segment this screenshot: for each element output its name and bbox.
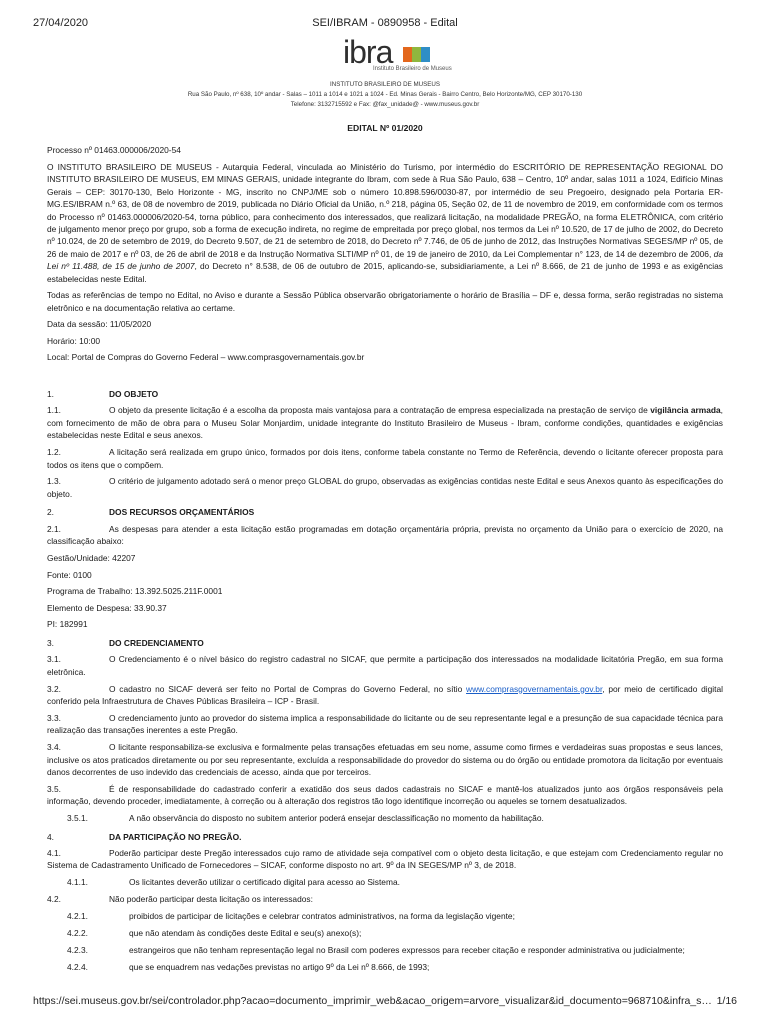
budget-pi: PI: 182991: [47, 619, 88, 630]
print-date: 27/04/2020: [33, 17, 89, 29]
subclause-text: A não observância do disposto no subitem anterior poderá ensejar desclassificação no momento da habilitação.: [129, 813, 544, 824]
subclause: [67, 944, 723, 956]
logo-green-block: [412, 47, 421, 62]
clause-text-end: , por meio de certificado digital conferido pela Infraestrutura de Chaves Públicas Brasileira – ICP - Brasil.: [47, 683, 723, 706]
subclause-number: 3.5.1.: [67, 813, 88, 824]
subclause-number: 4.2.2.: [67, 928, 88, 938]
ibram-logo: [339, 34, 452, 74]
section-title: DO CREDENCIAMENTO: [109, 637, 204, 648]
institution-address: Rua São Paulo, nº 638, 10º andar - Salas – 1011 a 1014 e 1021 a 1024 - Ed. Minas Gerais - Bairro Centro, Belo Horizonte/MG, CEP 30170-130: [187, 91, 583, 98]
clause: [47, 475, 723, 500]
section-title: DOS RECURSOS ORÇAMENTÁRIOS: [109, 507, 255, 518]
clause-number: 1.2.: [47, 447, 61, 458]
institution-phone: Telefone: 3132715592 e Fax: @fax_unidade@ - www.museus.gov.br: [290, 101, 480, 108]
session-time: Horário: 10:00: [47, 335, 101, 346]
clause-text: As despesas para atender a esta licitação estão programadas em dotação orçamentária própria, prevista no orçamento da União para o exercício de 2020, na classificação abaixo:: [47, 523, 723, 547]
letterhead: [0, 34, 770, 109]
clause-text: O Credenciamento é o nível básico do registro cadastral no SICAF, que permite a participação dos interessados na modalidade licitatória Pregão, em sua forma eletrônica.: [47, 654, 723, 677]
clause-number: 3.4.: [47, 742, 61, 753]
comprasgovernamentais-link[interactable]: www.comprasgovernamentais.gov.br: [466, 683, 603, 694]
subclause-text: proibidos de participar de licitações e celebrar contratos administrativos, na forma da legislação vigente;: [129, 911, 515, 922]
clause-number: 2.1.: [47, 523, 61, 534]
subclause-text: que não atendam às condições deste Edital e seu(s) anexo(s);: [129, 928, 362, 938]
subclause-number: 4.2.3.: [67, 944, 88, 955]
section-number: 2.: [47, 507, 54, 518]
intro-law-reference: da Lei nº 11.488, de 15 de junho de 2007: [47, 248, 723, 272]
budget-program: Programa de Trabalho: 13.392.5025.211F.0001: [47, 586, 223, 597]
subclause-text: Os licitantes deverão utilizar o certificado digital para acesso ao Sistema.: [129, 877, 400, 888]
print-header: [33, 17, 737, 31]
section-number: 3.: [47, 637, 54, 648]
logo-orange-block: [403, 47, 412, 62]
clause-text: O objeto da presente licitação é a escolha da proposta mais vantajosa para a contratação de empresa especializada na prestação de serviço de: [109, 405, 651, 416]
clause-number: 3.2.: [47, 683, 61, 694]
clause: [47, 404, 723, 441]
subclause-text: que se enquadrem nas vedações previstas no artigo 9º da Lei nº 8.666, de 1993;: [129, 961, 430, 972]
time-note: Todas as referências de tempo no Edital, no Aviso e durante a Sessão Pública observarão obrigatoriamente o horário de Brasília – DF e, dessa forma, serão registradas no sistema eletrônico e na documentação relativa ao certame.: [47, 290, 723, 313]
page-number: 1/16: [716, 995, 737, 1007]
section-heading: [47, 506, 723, 518]
subclause-number: 4.2.4.: [67, 961, 88, 972]
clause: [47, 847, 723, 872]
clause: [47, 653, 723, 678]
clause-text: É de responsabilidade do cadastrado conferir a exatidão dos seus dados cadastrais no SICAF e mantê-los atualizados junto aos órgãos responsáveis pela informação, devendo proceder, imediatamente, à correção ou à alteração dos registros tão logo identifique incorreção ou aqueles se tornem desatualizados.: [47, 783, 723, 807]
clause-text-end: , com fornecimento de mão de obra para o Museu Solar Monjardim, unidade integrante do Instituto Brasileiro de Museus - Ibram, conforme condições, quantidades e exigências estabelecidas neste Edital e seus anexos.: [47, 405, 723, 441]
intro-text: O INSTITUTO BRASILEIRO DE MUSEUS - Autarquia Federal, vinculada ao Ministério do Turismo, por intermédio do ESCRITÓRIO DE REPRESENTAÇÃO REGIONAL DO INSTITUTO BRASILEIRO DE MUSEUS, EM MINAS GERAIS, unidade integrante do Ibram, com sede à Rua São Paulo, 638 – Centro, 10º andar, salas 1011 a 1024, Edifício Minas Gerais – CEP: 30170-130, Belo Horizonte - MG, inscrito no CNPJ/ME sob o número 10.898.596/0030-87, por intermédio de seu Pregoeiro, designado pela Portaria ER-MG.ES/IBRAM n.º 63, de 08 de novembro de 2019, publicada no Diário Oficial da União, n.º 218, página 05, Seção 02, de 11 de novembro de 2019, em conformidade com os termos do Processo nº 01463.000006/2020-54, torna público, para conhecimento dos interessados, que realizará licitação, na modalidade PREGÃO, na forma ELETRÔNICA, com critério de julgamento menor preço por grupo, sob a forma de execução indireta, no regime de empreitada por preço global, nos termos da Lei nº 10.520, de 17 de julho de 2002, do Decreto nº 10.024, de 20 de setembro de 2019, do Decreto 9.507, de 21 de setembro de 2018, do Decreto nº 7.746, de 05 de junho de 2012, das Instruções Normativas SEGES/MP nº 05, de 26 de maio de 2017 e nº 03, de 26 de abril de 2018 e da Instrução Normativa SLTI/MP nº 01, de 19 de janeiro de 2010, da Lei Complementar n° 123, de 14 de dezembro de 2006,: [47, 162, 723, 259]
print-title: SEI/IBRAM - 0890958 - Edital: [312, 17, 458, 29]
clause: [47, 523, 723, 548]
clause-number: 3.5.: [47, 783, 61, 794]
subclause-number: 4.2.1.: [67, 911, 88, 922]
subclause: [67, 910, 723, 922]
clause-bold-text: vigilância armada: [650, 405, 721, 416]
clause-number: 1.3.: [47, 476, 61, 487]
logo-tagline: Instituto Brasileiro de Museus: [373, 66, 452, 72]
clause-text: O licitante responsabiliza-se exclusiva e formalmente pelas transações efetuadas em seu nome, assume como firmes e verdadeiras suas propostas e seus lances, inclusive os atos praticados diretamente ou por seu representante, excluída a responsabilidade do provedor do sistema ou do órgão ou entidade promotora da licitação por eventuais danos decorrentes de uso indevido das credenciais de acesso, ainda que por terceiros.: [47, 742, 723, 777]
clause-number: 1.1.: [47, 405, 61, 416]
clause-text: O cadastro no SICAF deverá ser feito no Portal de Compras do Governo Federal, no sítio: [109, 683, 467, 694]
intro-paragraph: [47, 161, 723, 285]
section-number: 1.: [47, 389, 54, 400]
clause: [47, 446, 723, 471]
subclause-number: 4.1.1.: [67, 877, 88, 888]
clause-number: 3.3.: [47, 712, 61, 723]
clause-text: Poderão participar deste Pregão interessados cujo ramo de atividade seja compatível com o objeto desta licitação, e que estejam com Credenciamento regular no Sistema de Cadastramento Unificado de Fornecedores – SICAF, conforme disposto no art. 9º da IN SEGES/MP nº 3, de 2018.: [47, 847, 723, 871]
intro-text-end: , do Decreto n° 8.538, de 06 de outubro de 2015, aplicando-se, subsidiariamente, a Lei nº 8.666, de 21 de junho de 1993 e as exigências estabelecidas neste Edital.: [47, 261, 723, 284]
section-title: DA PARTICIPAÇÃO NO PREGÃO.: [109, 831, 242, 842]
logo-blue-block: [421, 47, 430, 62]
clause-text: A licitação será realizada em grupo único, formados por dois itens, conforme tabela constante no Termo de Referência, devendo o licitante oferecer proposta para todos os itens que o compõem.: [47, 447, 723, 470]
budget-source: Fonte: 0100: [47, 569, 92, 580]
clause-number: 3.1.: [47, 654, 61, 665]
clause: [47, 783, 723, 808]
clause: [47, 741, 723, 778]
print-url: https://sei.museus.gov.br/sei/controlador.php?acao=documento_imprimir_web&acao_origem=arvore_visualizar&id_documento=968710&infra_s…: [33, 995, 712, 1007]
document-title: EDITAL Nº 01/2020: [347, 123, 423, 133]
institution-name: INSTITUTO BRASILEIRO DE MUSEUS: [330, 81, 440, 88]
session-date: Data da sessão: 11/05/2020: [47, 319, 152, 330]
budget-element: Elemento de Despesa: 33.90.37: [47, 602, 167, 613]
clause: [47, 712, 723, 737]
section-number: 4.: [47, 831, 54, 842]
clause-text: Não poderão participar desta licitação os interessados:: [109, 894, 313, 905]
subclause: [67, 812, 723, 824]
clause-text: O critério de julgamento adotado será o menor preço GLOBAL do grupo, observadas as exigências contidas neste Edital e seus Anexos quanto às especificações do objeto.: [47, 476, 723, 499]
clause: [47, 893, 723, 905]
document-body: [47, 122, 723, 978]
section-heading: [47, 831, 723, 843]
subclause: [67, 876, 723, 888]
clause-text: O credenciamento junto ao provedor do sistema implica a responsabilidade do licitante ou de seu representante legal e a presunção de sua capacidade técnica para realização das transações inerentes a este Pregão.: [47, 712, 723, 736]
clause-number: 4.1.: [47, 847, 61, 858]
session-place: Local: Portal de Compras do Governo Federal – www.comprasgovernamentais.gov.br: [47, 352, 365, 363]
section-title: DO OBJETO: [109, 389, 159, 400]
subclause: [67, 927, 723, 939]
clause-number: 4.2.: [47, 894, 61, 905]
budget-unit: Gestão/Unidade: 42207: [47, 553, 136, 563]
logo-word: ibra: [343, 34, 393, 70]
section-heading: [47, 388, 723, 400]
section-heading: [47, 637, 723, 649]
process-number: Processo nº 01463.000006/2020-54: [47, 145, 181, 156]
clause: [47, 683, 723, 708]
subclause-text: estrangeiros que não tenham representação legal no Brasil com poderes expressos para receber citação e responder administrativa ou judicialmente;: [129, 944, 685, 955]
subclause: [67, 961, 723, 973]
